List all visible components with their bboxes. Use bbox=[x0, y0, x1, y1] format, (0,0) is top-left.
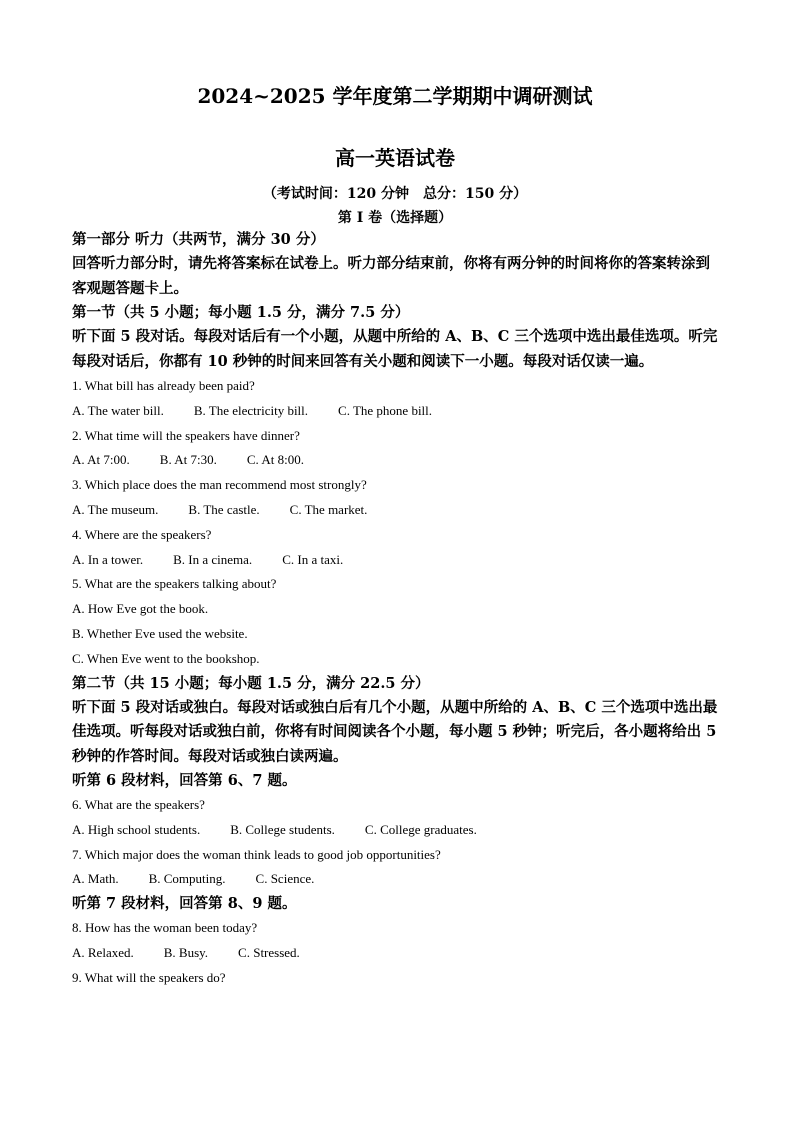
question-2: 2. What time will the speakers have dinner? bbox=[72, 427, 300, 443]
section1-instructions: 听下面 5 段对话。每段对话后有一个小题，从题中所给的 A、B、C 三个选项中选出最佳选项。听完每段对话后，你都有 10 秒钟的时间来回答有关小题和阅读下一小题。每段对话仅读一遍。 bbox=[72, 328, 718, 370]
paper-title: 高一英语试卷 bbox=[335, 146, 455, 170]
question-7: 7. Which major does the woman think leads to good job opportunities? bbox=[72, 846, 441, 862]
option-b: B. Whether Eve used the website. bbox=[72, 625, 248, 641]
section2-instructions: 听下面 5 段对话或独白。每段对话或独白后有几个小题，从题中所给的 A、B、C 三个选项中选出最佳选项。听每段对话或独白前，你将有时间阅读各个小题，每小题 5 秒钟；听完后，各小题将给出 5 秒钟的作答时间。每段对话或独白读两遍。 bbox=[72, 698, 718, 765]
question-8: 8. How has the woman been today? bbox=[72, 920, 258, 936]
option-b: B. In a cinema. bbox=[173, 551, 253, 567]
option-b: B. College students. bbox=[230, 821, 335, 837]
option-b: B. Busy. bbox=[163, 945, 209, 961]
option-b: B. At 7:30. bbox=[159, 452, 217, 468]
group1-heading: 听第 6 段材料，回答第 6、7 题。 bbox=[72, 772, 297, 790]
volume-title: 第 I 卷（选择题） bbox=[337, 210, 453, 226]
question-8-options bbox=[72, 941, 718, 966]
option-a: A. How Eve got the book. bbox=[72, 601, 209, 617]
question-4: 4. Where are the speakers? bbox=[72, 526, 212, 542]
option-c: C. The market. bbox=[289, 501, 368, 517]
section1-heading: 第一节（共 5 小题；每小题 1.5 分，满分 7.5 分） bbox=[72, 304, 410, 321]
exam-info: （考试时间：120 分钟 总分：150 分） bbox=[262, 186, 528, 202]
question-9: 9. What will the speakers do? bbox=[72, 969, 226, 985]
option-a: A. High school students. bbox=[72, 821, 201, 837]
question-6-options bbox=[72, 818, 718, 843]
option-c: C. At 8:00. bbox=[246, 452, 304, 468]
option-c: C. The phone bill. bbox=[338, 402, 433, 418]
question-5: 5. What are the speakers talking about? bbox=[72, 576, 277, 592]
question-3-options bbox=[72, 498, 718, 523]
question-1: 1. What bill has already been paid? bbox=[72, 378, 255, 393]
option-c: C. College graduates. bbox=[364, 821, 477, 837]
option-c: C. Science. bbox=[255, 871, 315, 887]
option-b: B. The castle. bbox=[188, 501, 260, 517]
part1-instructions: 回答听力部分时，请先将答案标在试卷上。听力部分结束前，你将有两分钟的时间将你的答案转涂到客观题答题卡上。 bbox=[72, 255, 710, 297]
option-a: A. The water bill. bbox=[72, 402, 164, 418]
question-2-options bbox=[72, 448, 718, 473]
option-c: C. In a taxi. bbox=[282, 551, 344, 567]
part1-heading: 第一部分 听力（共两节，满分 30 分） bbox=[72, 231, 325, 248]
option-c: C. When Eve went to the bookshop. bbox=[72, 650, 260, 666]
exam-title: 2024~2025 学年度第二学期期中调研测试 bbox=[197, 84, 593, 108]
option-b: B. The electricity bill. bbox=[193, 402, 309, 418]
question-3: 3. Which place does the man recommend most strongly? bbox=[72, 477, 367, 493]
question-1-options bbox=[72, 399, 718, 424]
section2-heading: 第二节（共 15 小题；每小题 1.5 分，满分 22.5 分） bbox=[72, 674, 430, 692]
option-c: C. Stressed. bbox=[238, 945, 300, 961]
question-6: 6. What are the speakers? bbox=[72, 797, 205, 813]
exam-page bbox=[72, 82, 718, 991]
question-4-options bbox=[72, 548, 718, 573]
option-a: A. At 7:00. bbox=[72, 452, 130, 468]
option-a: A. The museum. bbox=[72, 501, 159, 517]
option-a: A. Math. bbox=[72, 871, 119, 887]
option-a: A. In a tower. bbox=[72, 551, 144, 567]
group2-heading: 听第 7 段材料，回答第 8、9 题。 bbox=[72, 895, 297, 913]
option-b: B. Computing. bbox=[148, 871, 226, 887]
question-7-options bbox=[72, 867, 718, 892]
option-a: A. Relaxed. bbox=[72, 945, 134, 961]
